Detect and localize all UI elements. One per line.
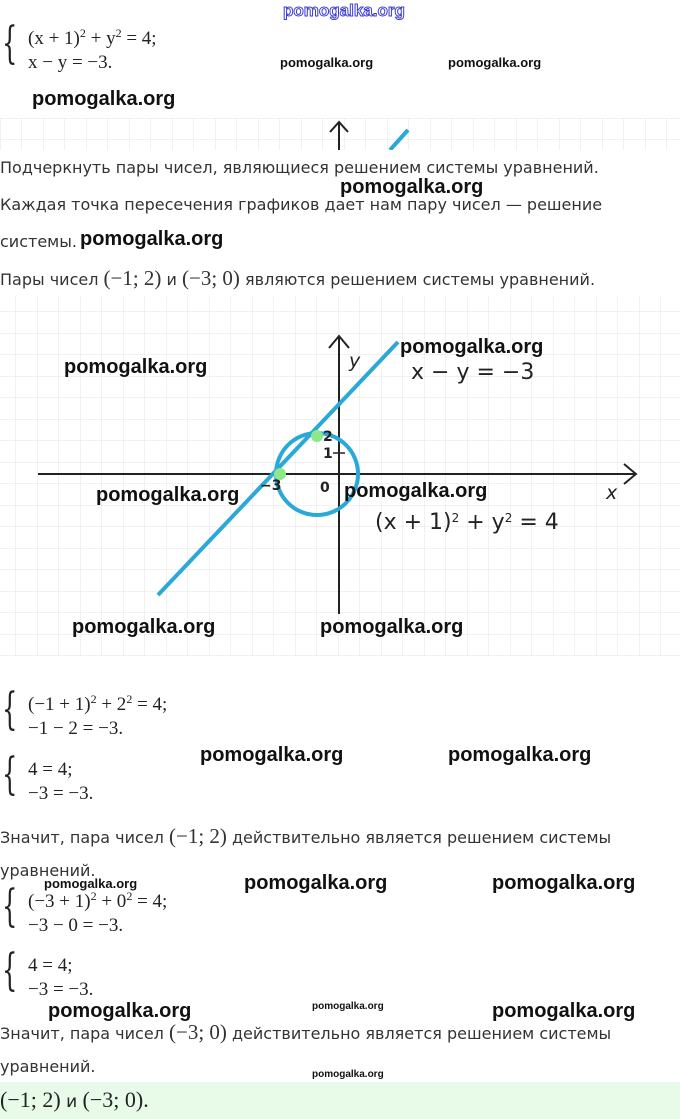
line-equation-label: x − y = −3 xyxy=(411,360,535,385)
watermark: pomogalka.org xyxy=(244,872,388,894)
check1-conclusion: Значит, пара чисел (−1; 2) действительно является решением системы xyxy=(0,824,612,848)
paragraph-task: Подчеркнуть пары чисел, являющиеся решением системы уравнений. xyxy=(0,158,599,177)
check1-system-1 xyxy=(2,684,242,744)
answer-text: (−1; 2) и (−3; 0). xyxy=(0,1087,149,1112)
watermark: pomogalka.org xyxy=(312,1069,384,1080)
intersection-point xyxy=(311,430,323,442)
check2-conclusion: Значит, пара чисел (−3; 0) действительно является решением системы xyxy=(0,1020,612,1044)
system-brace: { xyxy=(2,18,18,69)
paragraph-explanation-1: Каждая точка пересечения графиков дает нам пару чисел — решение xyxy=(0,195,603,214)
watermark: pomogalka.org xyxy=(48,1000,192,1022)
watermark: pomogalka.org xyxy=(344,480,488,502)
y-axis-label: y xyxy=(349,350,361,372)
system-brace: { xyxy=(2,881,18,932)
system-line-1: $(x + 1)^2 + y^2 = 4$; xyxy=(28,26,157,49)
graph xyxy=(0,296,680,656)
watermark: pomogalka.org xyxy=(32,88,176,110)
system-top xyxy=(2,18,242,78)
system-brace: { xyxy=(2,945,18,996)
check2-system-2 xyxy=(2,945,242,1005)
watermark: pomogalka.org xyxy=(312,1001,384,1012)
check2-line-1: $(-3 + 1)^2 + 0^2 = 4$; xyxy=(28,889,168,912)
system-line-2: x − y = −3. xyxy=(28,52,113,73)
header-watermark[interactable]: pomogalka.org xyxy=(283,1,405,20)
system-brace: { xyxy=(2,684,18,735)
watermark: pomogalka.org xyxy=(80,228,224,250)
watermark: pomogalka.org xyxy=(340,176,484,198)
check1-conclusion-end: уравнений. xyxy=(0,861,96,880)
check1-line-2: −1 − 2 = −3. xyxy=(28,718,124,739)
x-tick-label-neg3: −3 xyxy=(260,478,282,494)
check1-line-3: 4 = 4; xyxy=(28,759,73,780)
watermark: pomogalka.org xyxy=(492,1000,636,1022)
watermark: pomogalka.org xyxy=(448,55,542,70)
y-tick-label-1: 1 xyxy=(323,446,333,462)
watermark: pomogalka.org xyxy=(96,484,240,506)
origin-label: 0 xyxy=(320,480,330,496)
system-brace: { xyxy=(2,749,18,800)
paragraph-pairs: Пары чисел (−1; 2) и (−3; 0) являются решением системы уравнений. xyxy=(0,266,596,290)
watermark: pomogalka.org xyxy=(72,616,216,638)
watermark: pomogalka.org xyxy=(400,336,544,358)
watermark: pomogalka.org xyxy=(44,876,138,891)
circle-equation-label: $(x + 1)^2 + y^2 = 4$ xyxy=(375,510,559,535)
check1-line-4: −3 = −3. xyxy=(28,783,94,804)
answer-box xyxy=(0,1082,680,1119)
check2-line-2: −3 − 0 = −3. xyxy=(28,915,124,936)
x-axis-label: x xyxy=(606,482,618,504)
cropped-graph-strip xyxy=(0,118,680,150)
watermark: pomogalka.org xyxy=(492,872,636,894)
paragraph-explanation-2: системы. xyxy=(0,232,77,251)
y-tick-label-2: 2 xyxy=(323,429,333,445)
check1-line-1: $(-1 + 1)^2 + 2^2 = 4$; xyxy=(28,692,168,715)
check2-line-3: 4 = 4; xyxy=(28,955,73,976)
watermark: pomogalka.org xyxy=(448,744,592,766)
check2-line-4: −3 = −3. xyxy=(28,979,94,1000)
watermark: pomogalka.org xyxy=(200,744,344,766)
check2-conclusion-end: уравнений. xyxy=(0,1057,96,1076)
watermark: pomogalka.org xyxy=(64,356,208,378)
watermark: pomogalka.org xyxy=(320,616,464,638)
watermark: pomogalka.org xyxy=(280,55,374,70)
